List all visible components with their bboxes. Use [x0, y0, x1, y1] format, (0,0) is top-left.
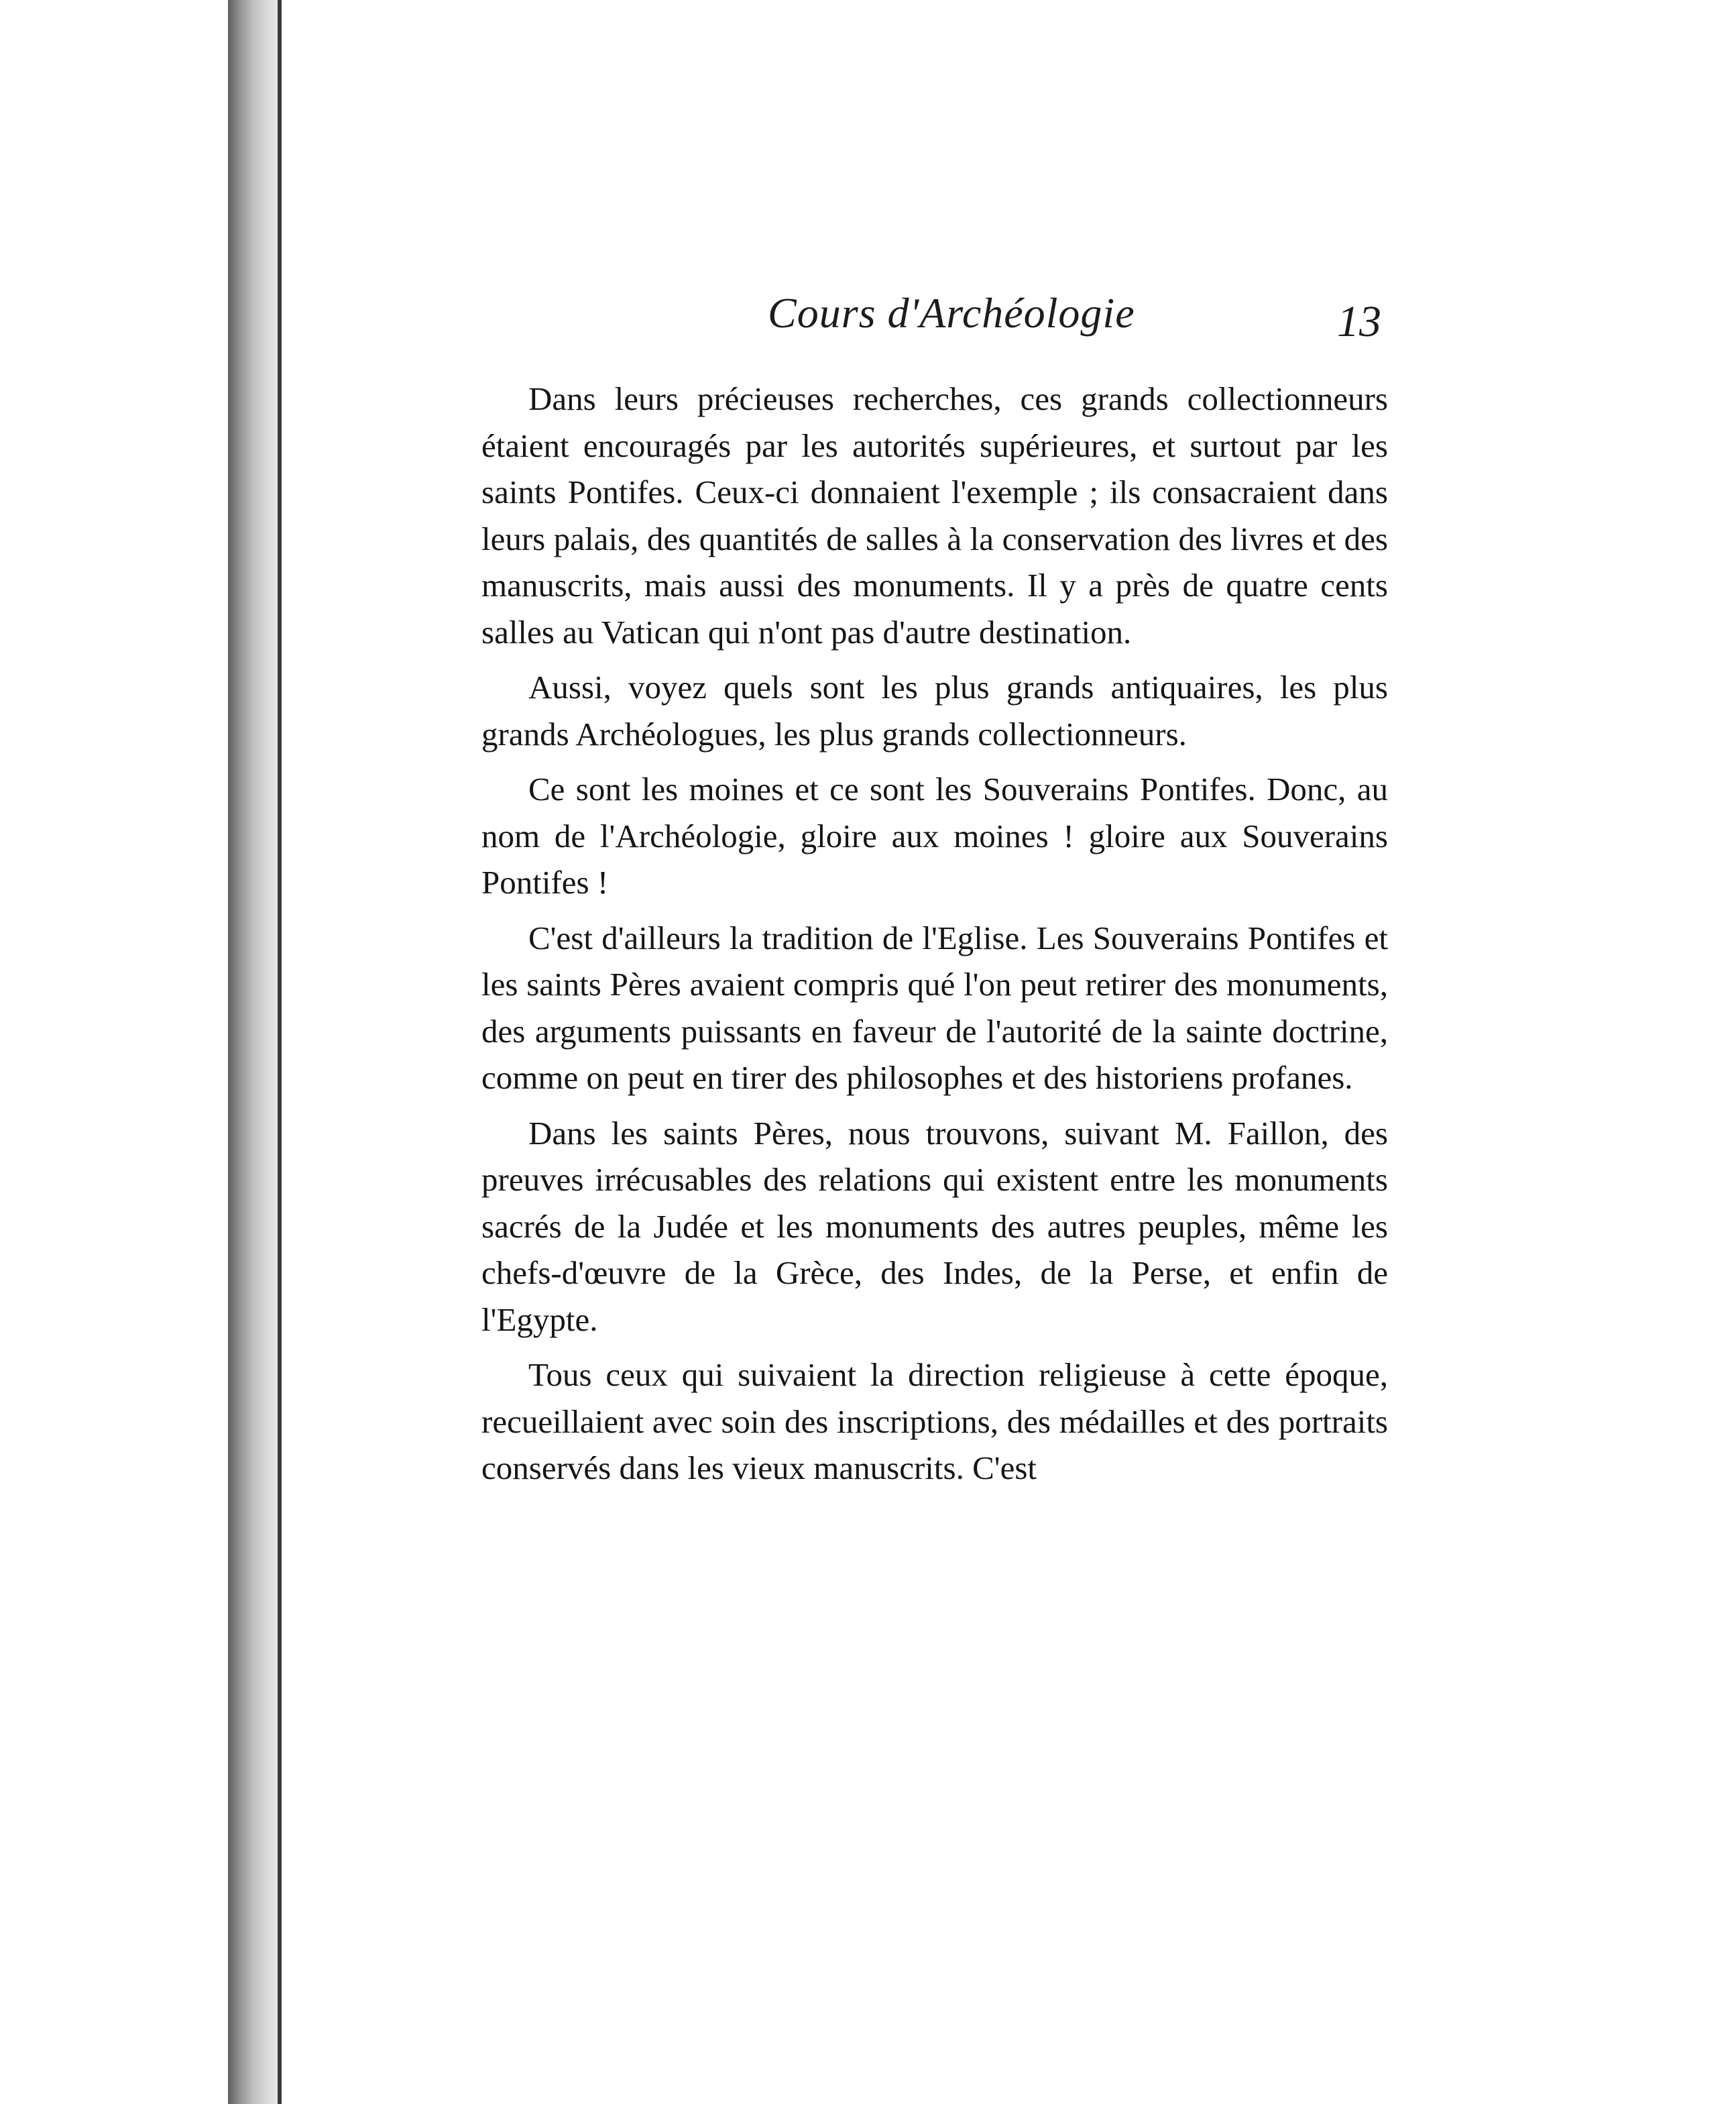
- page-body: [481, 376, 1388, 1500]
- running-title: Cours d'Archéologie: [768, 289, 1135, 337]
- paragraph: Tous ceux qui suivaient la direction religieuse à cette époque, recueillaient avec soin des inscriptions, des médailles et des portraits conservés dans les vieux manuscrits. C'est: [481, 1356, 1388, 1486]
- book-spine-shadow: [228, 0, 282, 2104]
- page-edge-line: [278, 0, 282, 2104]
- paragraph: C'est d'ailleurs la tradition de l'Eglise. Les Souverains Pontifes et les saints Pères avaient compris qué l'on peut retirer des monuments, des arguments puissants en faveur de l'autorité de la sainte doctrine, comme on peut en tirer des philosophes et des historiens profanes.: [481, 919, 1388, 1096]
- paragraph: Dans leurs précieuses recherches, ces grands collectionneurs étaient encouragés par les autorités supérieures, et surtout par les saints Pontifes. Ceux-ci donnaient l'exemple ; ils consacraient dans leurs palais, des quantités de salles à la conservation des livres et des manuscrits, mais aussi des monuments. Il y a près de quatre cents salles au Vatican qui n'ont pas d'autre destination.: [481, 380, 1388, 651]
- paragraph: Aussi, voyez quels sont les plus grands antiquaires, les plus grands Archéologues, les plus grands collectionneurs.: [481, 669, 1388, 753]
- scan-margin: [0, 0, 228, 2104]
- page-number: 13: [1337, 297, 1381, 346]
- page-header: [469, 288, 1395, 362]
- paragraph: Dans les saints Pères, nous trouvons, suivant M. Faillon, des preuves irrécusables des relations qui existent entre les monuments sacrés de la Judée et les monuments des autres peuples, même les chefs-d'œuvre de la Grèce, des Indes, de la Perse, et enfin de l'Egypte.: [481, 1114, 1388, 1338]
- paragraph: Ce sont les moines et ce sont les Souverains Pontifes. Donc, au nom de l'Archéologie, gloire aux moines ! gloire aux Souverains Pontifes !: [481, 771, 1388, 901]
